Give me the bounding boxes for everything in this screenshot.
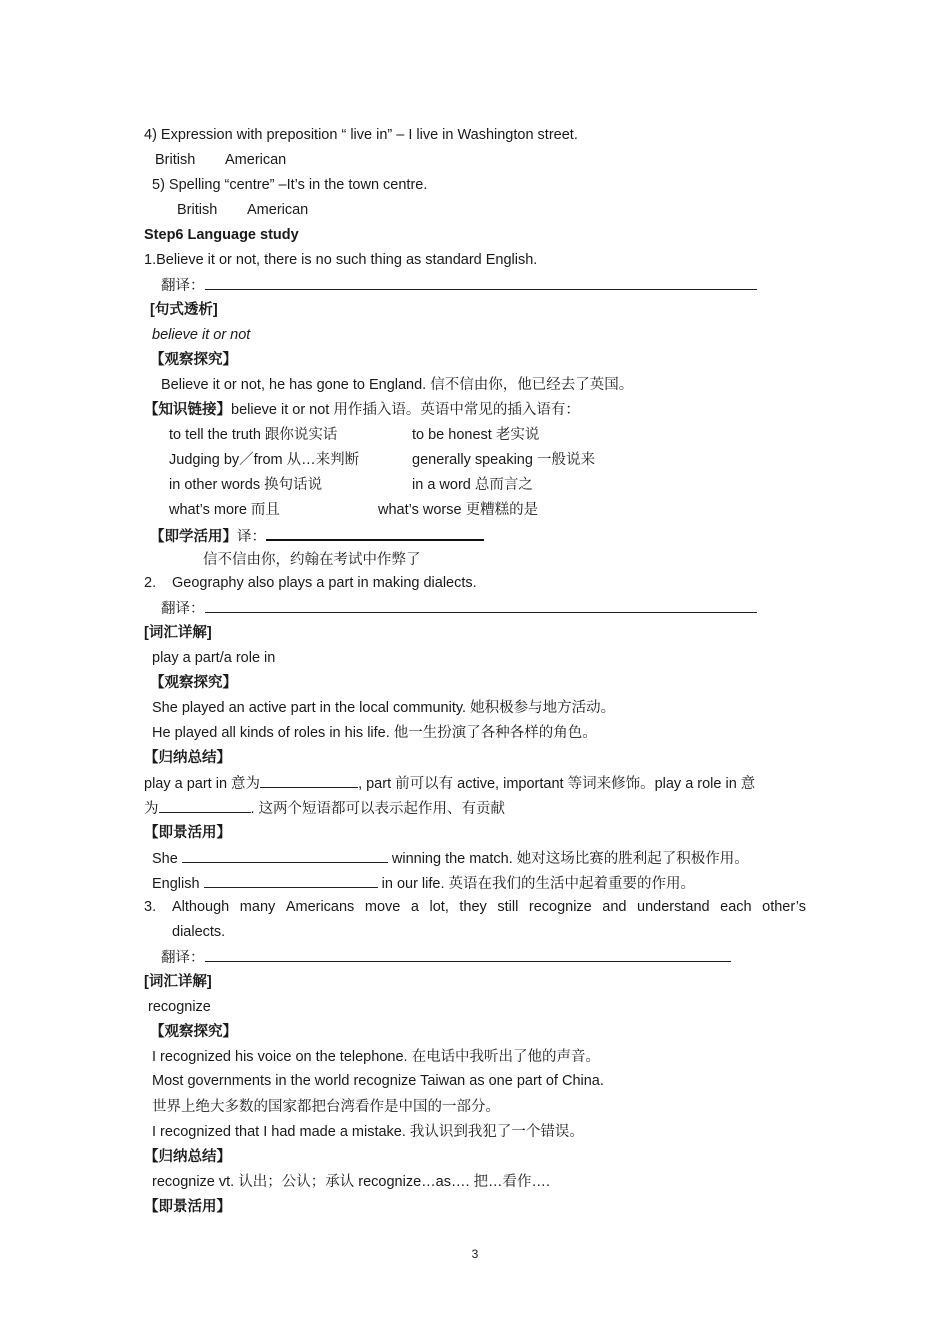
subheading: 【即景活用】 xyxy=(144,1199,231,1215)
text-span: play a part in 意为 xyxy=(144,776,261,792)
text-line: believe it or not xyxy=(152,327,251,343)
word: lot, xyxy=(429,899,449,915)
text-line xyxy=(144,798,505,819)
text-span: believe it or not 用作插入语。英语中常见的插入语有： xyxy=(231,402,580,418)
text-span: , part 前可以有 active, important 等词来修饰。play a role in 意 xyxy=(358,776,756,792)
word: a xyxy=(410,899,419,915)
subheading: 【即景活用】 xyxy=(144,825,231,841)
text-line: Most governments in the world recognize Taiwan as one part of China. xyxy=(152,1073,604,1089)
text-label: 翻译： xyxy=(161,601,205,617)
page-number: 3 xyxy=(471,1247,479,1261)
text-line: Believe it or not, he has gone to England. 信不信由你，他已经去了英国。 xyxy=(161,377,634,393)
text-line: recognize vt. 认出；公认；承认 recognize…as…. 把…看作…. xyxy=(152,1174,551,1190)
text-span: in our life. 英语在我们的生活中起着重要的作用。 xyxy=(381,876,696,892)
text-line: She played an active part in the local community. 她积极参与地方活动。 xyxy=(152,700,616,716)
text-line: I recognized that I had made a mistake. 我认识到我犯了一个错误。 xyxy=(152,1124,584,1140)
subheading: 【观察探究】 xyxy=(150,1024,237,1040)
word: move xyxy=(364,899,401,915)
section-heading: Step6 Language study xyxy=(144,227,299,243)
text-span: English xyxy=(152,876,200,892)
answer-blank[interactable] xyxy=(266,525,484,541)
subheading: 【归纳总结】 xyxy=(144,750,231,766)
word: each xyxy=(720,899,752,915)
text-line xyxy=(152,848,749,869)
text-line: dialects. xyxy=(172,924,226,940)
text-line: 3. xyxy=(144,899,157,915)
subheading: [词汇详解] xyxy=(144,974,212,990)
text-line: 5) Spelling “centre” –It’s in the town centre. xyxy=(152,177,428,193)
word: many xyxy=(239,899,276,915)
text-span: She xyxy=(152,851,178,867)
text-span: . 这两个短语都可以表示起作用、有贡献 xyxy=(250,801,506,817)
word: other’s xyxy=(762,899,806,915)
answer-blank[interactable] xyxy=(205,275,757,290)
word: Americans xyxy=(285,899,355,915)
text-line: 信不信由你，约翰在考试中作弊了 xyxy=(203,552,421,568)
text-line: recognize xyxy=(148,999,211,1015)
answer-blank[interactable] xyxy=(205,947,731,962)
text-label: 翻译： xyxy=(161,278,205,294)
text-span: 为 xyxy=(144,801,159,817)
subheading: 【知识链接】 xyxy=(144,402,231,418)
text-line: American xyxy=(225,152,287,168)
text-line: play a part/a role in xyxy=(152,650,276,666)
text-line: to be honest 老实说 xyxy=(412,427,540,443)
subheading: 【归纳总结】 xyxy=(144,1149,231,1165)
word: and xyxy=(602,899,627,915)
text-line: what’s more 而且 xyxy=(169,502,280,518)
text-line: British xyxy=(177,202,218,218)
text-line: 1.Believe it or not, there is no such thing as standard English. xyxy=(144,252,538,268)
word: Although xyxy=(172,899,230,915)
text-line xyxy=(144,773,755,794)
justified-line xyxy=(172,897,806,917)
text-line: 2. xyxy=(144,575,157,591)
word: recognize xyxy=(528,899,592,915)
translation-line xyxy=(161,275,757,296)
text-line: 4) Expression with preposition “ live in” – I live in Washington street. xyxy=(144,127,578,143)
text-line: what’s worse 更糟糕的是 xyxy=(378,502,539,518)
text-label: 翻译： xyxy=(161,950,205,966)
answer-blank[interactable] xyxy=(204,873,378,888)
text-line: I recognized his voice on the telephone. 在电话中我听出了他的声音。 xyxy=(152,1049,601,1065)
answer-blank[interactable] xyxy=(260,773,358,788)
text-line: generally speaking 一般说来 xyxy=(412,452,595,468)
text-line: He played all kinds of roles in his life. 他一生扮演了各种各样的角色。 xyxy=(152,725,597,741)
subheading: 【观察探究】 xyxy=(150,675,237,691)
subheading: 【即学活用】 xyxy=(150,529,237,545)
text-line: Geography also plays a part in making dialects. xyxy=(172,575,477,591)
text-line: Judging by／from 从…来判断 xyxy=(169,452,360,468)
text-line: in other words 换句话说 xyxy=(169,477,323,493)
text-line: British xyxy=(155,152,196,168)
word: they xyxy=(459,899,487,915)
text-line xyxy=(150,525,484,547)
text-line: 世界上绝大多数的国家都把台湾看作是中国的一部分。 xyxy=(152,1099,500,1115)
subheading: 【观察探究】 xyxy=(150,352,237,368)
answer-blank[interactable] xyxy=(182,848,388,863)
translation-line xyxy=(161,947,731,968)
text-line xyxy=(144,400,580,420)
answer-blank[interactable] xyxy=(205,598,757,613)
text-line: American xyxy=(247,202,309,218)
word: still xyxy=(497,899,519,915)
text-span: winning the match. 她对这场比赛的胜利起了积极作用。 xyxy=(391,851,749,867)
translation-line xyxy=(161,598,757,619)
text-line: in a word 总而言之 xyxy=(412,477,533,493)
subheading: [词汇详解] xyxy=(144,625,212,641)
text-line: to tell the truth 跟你说实话 xyxy=(169,427,338,443)
answer-blank[interactable] xyxy=(159,798,251,813)
text-label: 译： xyxy=(237,529,266,545)
subheading: [句式透析] xyxy=(150,302,218,318)
text-line xyxy=(152,873,695,894)
word: understand xyxy=(637,899,710,915)
